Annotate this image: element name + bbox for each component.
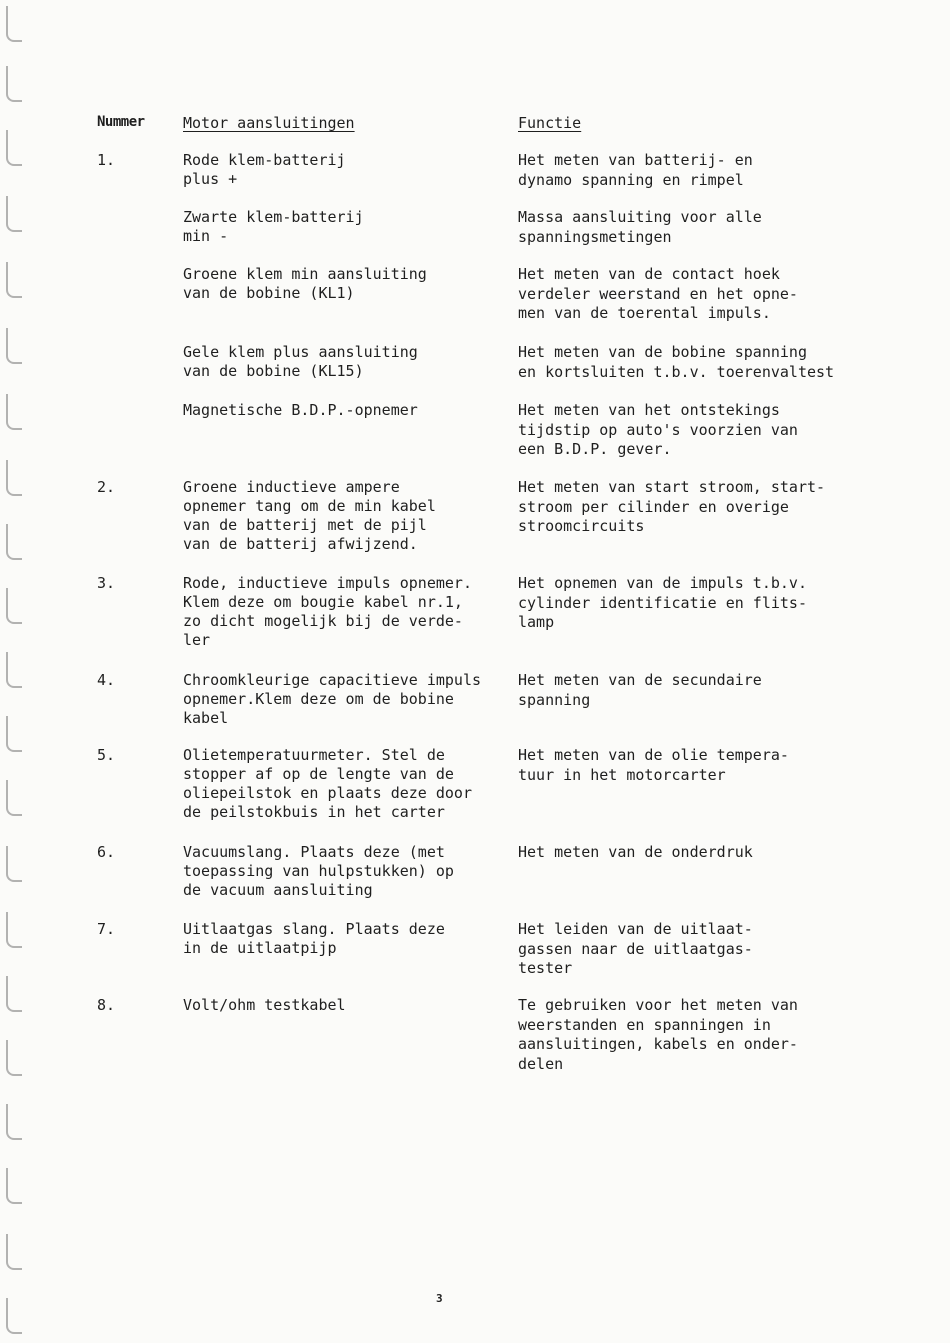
row-motor-connection: Zwarte klem-batterij min -: [183, 208, 364, 245]
binding-hole: [6, 1040, 22, 1076]
binding-hole: [6, 588, 22, 624]
row-motor-connection: Volt/ohm testkabel: [183, 996, 346, 1014]
row-function: Het meten van de secundaire spanning: [518, 671, 762, 709]
binding-hole: [6, 1104, 22, 1140]
binding-hole: [6, 846, 22, 882]
row-motor-connection: Groene klem min aansluiting van de bobine (KL1): [183, 265, 427, 302]
binding-hole: [6, 6, 22, 42]
binding-hole: [6, 66, 22, 102]
binding-hole: [6, 328, 22, 364]
binding-hole: [6, 130, 22, 166]
row-number: 7.: [97, 920, 116, 938]
row-function: Het opnemen van de impuls t.b.v. cylinder identificatie en flits- lamp: [518, 574, 807, 631]
row-motor-connection: Olietemperatuurmeter. Stel de stopper af op de lengte van de oliepeilstok en plaats deze door de peilstokbuis in het carter: [183, 746, 472, 821]
row-function: Het meten van het ontstekings tijdstip op auto's voorzien van een B.D.P. gever.: [518, 401, 798, 458]
row-number: 4.: [97, 671, 116, 689]
row-number: 5.: [97, 746, 116, 764]
binding-hole: [6, 780, 22, 816]
row-motor-connection: Magnetische B.D.P.-opnemer: [183, 401, 418, 419]
header-motor-connections: Motor aansluitingen: [183, 114, 355, 132]
row-number: 6.: [97, 843, 116, 861]
page-number: 3: [436, 1292, 443, 1305]
row-number: 3.: [97, 574, 116, 592]
row-motor-connection: Chroomkleurige capacitieve impuls opnemer.Klem deze om de bobine kabel: [183, 671, 482, 727]
row-motor-connection: Groene inductieve ampere opnemer tang om de min kabel van de batterij met de pijl van de batterij afwijzend.: [183, 478, 436, 553]
row-motor-connection: Rode klem-batterij plus +: [183, 151, 346, 188]
binding-hole: [6, 460, 22, 496]
binding-hole: [6, 912, 22, 948]
binding-hole: [6, 976, 22, 1012]
binding-holes: [0, 0, 30, 1343]
row-function: Het meten van start stroom, start- stroom per cilinder en overige stroomcircuits: [518, 478, 826, 535]
row-motor-connection: Vacuumslang. Plaats deze (met toepassing van hulpstukken) op de vacuum aansluiting: [183, 843, 454, 899]
binding-hole: [6, 394, 22, 430]
row-motor-connection: Uitlaatgas slang. Plaats deze in de uitlaatpijp: [183, 920, 445, 957]
header-number: Nummer: [97, 114, 145, 130]
row-motor-connection: Gele klem plus aansluiting van de bobine (KL15): [183, 343, 418, 380]
binding-hole: [6, 1168, 22, 1204]
binding-hole: [6, 196, 22, 232]
row-function: Het leiden van de uitlaat- gassen naar de uitlaatgas- tester: [518, 920, 753, 977]
row-function: Het meten van de olie tempera- tuur in het motorcarter: [518, 746, 789, 784]
row-function: Het meten van batterij- en dynamo spanning en rimpel: [518, 151, 753, 189]
row-function: Het meten van de contact hoek verdeler weerstand en het opne- men van de toerental impuls.: [518, 265, 798, 322]
row-function: Te gebruiken voor het meten van weerstanden en spanningen in aansluitingen, kabels en onder- delen: [518, 996, 798, 1073]
binding-hole: [6, 1234, 22, 1270]
binding-hole: [6, 1298, 22, 1334]
row-number: 1.: [97, 151, 116, 169]
binding-hole: [6, 716, 22, 752]
row-number: 8.: [97, 996, 116, 1014]
row-function: Het meten van de bobine spanning en kortsluiten t.b.v. toerenvaltest: [518, 343, 835, 381]
row-function: Het meten van de onderdruk: [518, 843, 753, 861]
header-function: Functie: [518, 114, 582, 132]
binding-hole: [6, 262, 22, 298]
binding-hole: [6, 652, 22, 688]
row-number: 2.: [97, 478, 116, 496]
binding-hole: [6, 524, 22, 560]
row-function: Massa aansluiting voor alle spanningsmetingen: [518, 208, 762, 246]
row-motor-connection: Rode, inductieve impuls opnemer. Klem deze om bougie kabel nr.1, zo dicht mogelijk bij de verde- ler: [183, 574, 472, 649]
